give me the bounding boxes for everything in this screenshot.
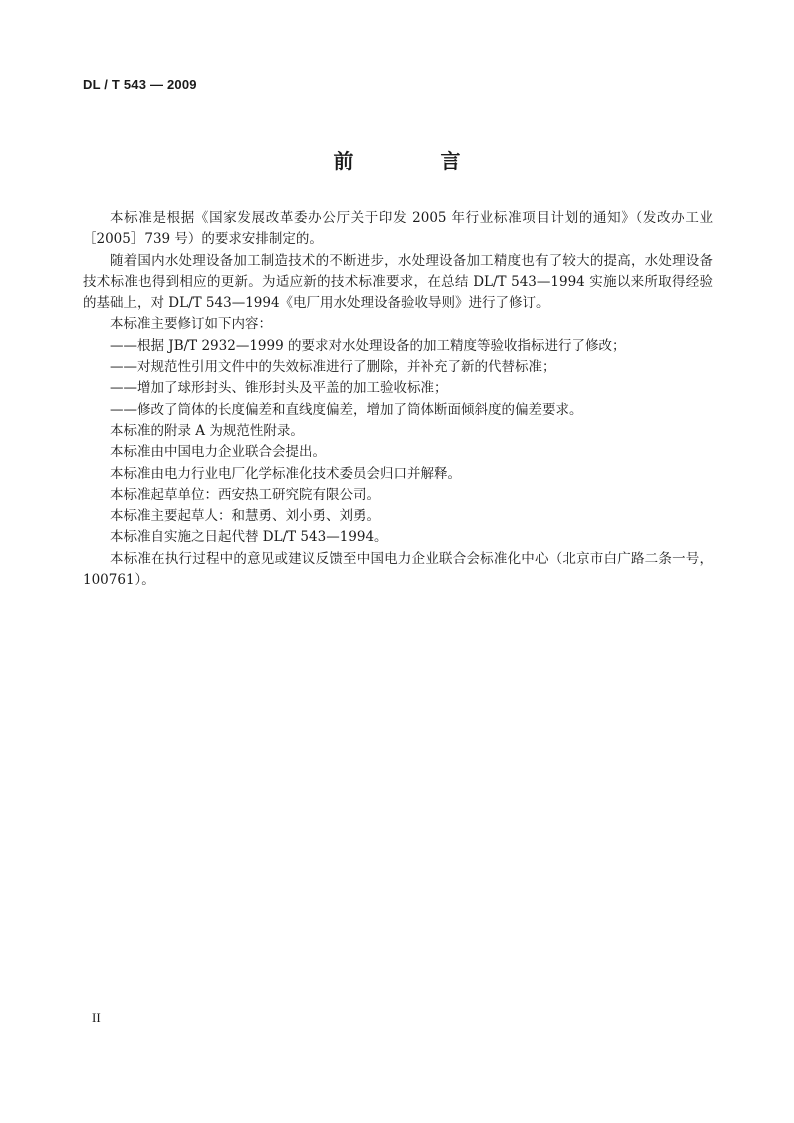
page-title: 前 言 (333, 149, 501, 173)
revision-item-4: ——修改了筒体的长度偏差和直线度偏差，增加了筒体断面倾斜度的偏差要求。 (110, 401, 583, 418)
paragraph-feedback: 本标准在执行过程中的意见或建议反馈至中国电力企业联合会标准化中心（北京市白广路二条一号，100761）。 (83, 550, 713, 589)
paragraph-1: 本标准是根据《国家发展改革委办公厅关于印发 2005 年行业标准项目计划的通知》（发改办工业［2005］739 号）的要求安排制定的。 (83, 210, 713, 248)
paragraph-appendix: 本标准的附录 A 为规范性附录。 (110, 422, 304, 439)
standard-code-header: DL / T 543 — 2009 (83, 77, 197, 92)
paragraph-replaces: 本标准自实施之日起代替 DL/T 543—1994。 (110, 529, 388, 546)
paragraph-drafting-unit: 本标准起草单位：西安热工研究院有限公司。 (110, 486, 380, 503)
paragraph-administrator: 本标准由电力行业电厂化学标准化技术委员会归口并解释。 (110, 465, 461, 482)
paragraph-3: 本标准主要修订如下内容： (110, 316, 272, 333)
revision-item-1: ——根据 JB/T 2932—1999 的要求对水处理设备的加工精度等验收指标进行了修改； (110, 337, 626, 354)
revision-item-3: ——增加了球形封头、锥形封头及平盖的加工验收标准； (110, 380, 448, 397)
paragraph-drafters: 本标准主要起草人：和慧勇、刘小勇、刘勇。 (110, 508, 380, 525)
revision-item-2: ——对规范性引用文件中的失效标准进行了删除，并补充了新的代替标准； (110, 359, 556, 376)
paragraph-proposer: 本标准由中国电力企业联合会提出。 (110, 444, 326, 461)
paragraph-2: 随着国内水处理设备加工制造技术的不断进步，水处理设备加工精度也有了较大的提高，水处理设备技术标准也得到相应的更新。为适应新的技术标准要求，在总结 DL/T 543—1994 实施以来所取得经验的基础上，对 DL/T 543—1994《电厂用水处理设备验收导则》进行了修订。 (83, 252, 713, 312)
page-number: II (92, 1010, 101, 1025)
foreword-body (83, 208, 713, 591)
